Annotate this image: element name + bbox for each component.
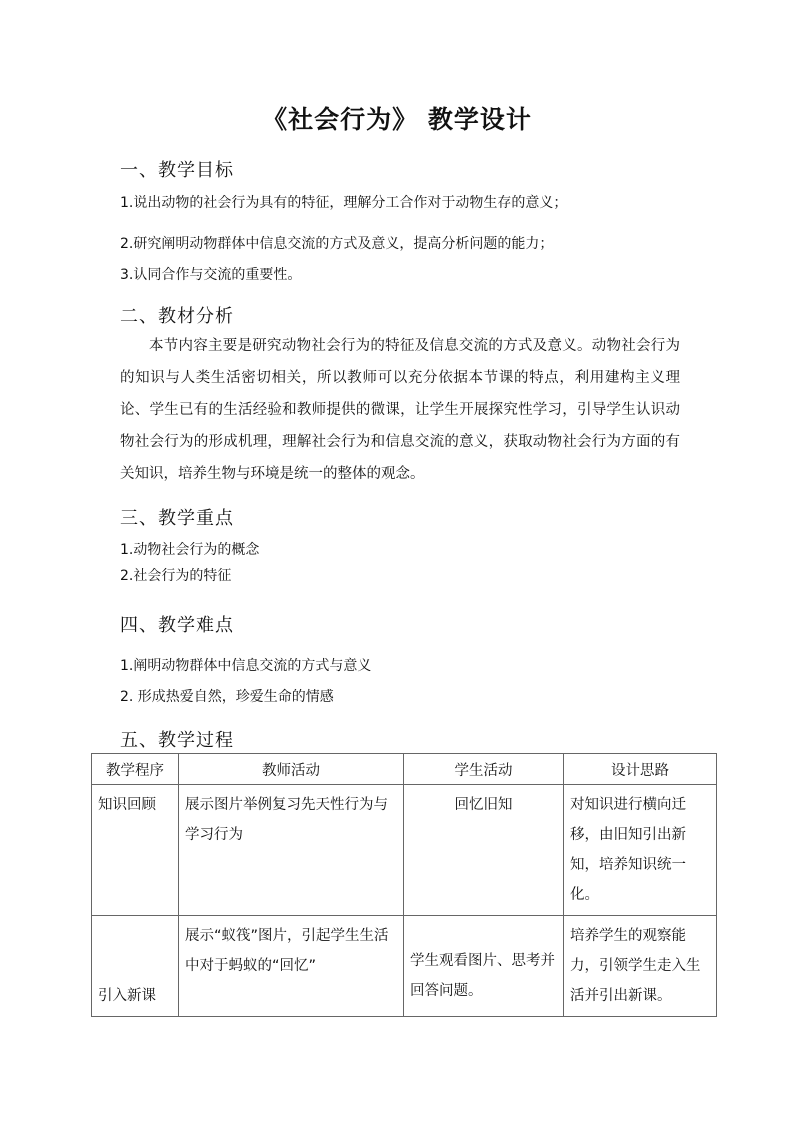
table-cell [404,785,564,916]
table-cell [564,916,717,1017]
table-cell [92,785,179,916]
cell-text: 回忆旧知 [454,797,513,813]
section-heading-process: 五、教学过程 [120,730,234,751]
objective-item-2: 2.研究阐明动物群体中信息交流的方式及意义，提高分析问题的能力； [120,236,554,252]
cell-text: 知识回顾 [98,797,156,813]
table-cell [92,916,179,1017]
section-heading-difficulties: 四、教学难点 [120,615,234,636]
difficulty-1: 1.阐明动物群体中信息交流的方式与意义 [120,658,372,674]
table-cell [179,785,404,916]
key-point-1: 1.动物社会行为的概念 [120,542,260,558]
table-row [92,785,717,916]
section-heading-key-points: 三、教学重点 [120,508,234,529]
cell-text: 展示“蚁筏”图片，引起学生生活中对于蚂蚁的“回忆” [185,928,389,974]
table-header-cell: 教学程序 [92,754,179,785]
objective-item-1: 1.说出动物的社会行为具有的特征，理解分工合作对于动物生存的意义； [120,195,568,211]
section-heading-objectives: 一、教学目标 [120,160,234,181]
table-header-cell: 设计思路 [564,754,717,785]
table-cell [404,916,564,1017]
document-title: 《社会行为》 教学设计 [262,105,532,134]
table-header-cell: 学生活动 [404,754,564,785]
table-cell [564,785,717,916]
section-heading-analysis: 二、教材分析 [120,306,234,327]
table-row [92,916,717,1017]
cell-text: 引入新课 [98,988,156,1004]
key-point-2: 2.社会行为的特征 [120,568,232,584]
objective-item-3: 3.认同合作与交流的重要性。 [120,267,302,283]
cell-text: 展示图片举例复习先天性行为与学习行为 [185,797,388,843]
teaching-process-table [91,753,717,1017]
analysis-paragraph: 本节内容主要是研究动物社会行为的特征及信息交流的方式及意义。动物社会行为的知识与人类生活密切相关，所以教师可以充分依据本节课的特点，利用建构主义理论、学生已有的生活经验和教师提供的微课，让学生开展探究性学习，引导学生认识动物社会行为的形成机理，理解社会行为和信息交流的意义，获取动物社会行为方面的有关知识，培养生物与环境是统一的整体的观念。 [120,338,680,482]
cell-text: 对知识进行横向迁移，由旧知引出新知，培养知识统一化。 [570,797,686,903]
table-cell [179,916,404,1017]
table-header-cell: 教师活动 [179,754,404,785]
difficulty-2: 2. 形成热爱自然，珍爱生命的情感 [120,689,334,705]
table-header-row [92,754,717,785]
cell-text: 培养学生的观察能力，引领学生走入生活并引出新课。 [570,928,701,1004]
cell-text: 学生观看图片、思考并回答问题。 [410,953,555,999]
